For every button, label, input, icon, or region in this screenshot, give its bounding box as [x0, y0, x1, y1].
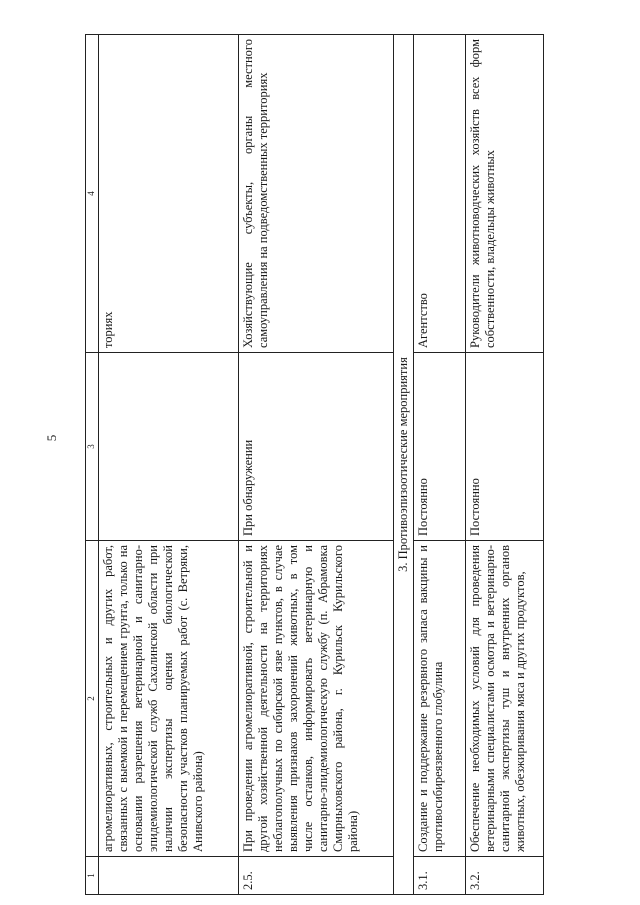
row-activity: Обеспечение необходимых условий для проведения ветеринарными специалистами осмотра и ветеринарно-санитарной экспертизы туш и внутренних органов животных, обезжиривания мяса и других продуктов, [466, 541, 544, 857]
row-responsible: Хозяйствующие субъекты, органы местного самоуправления на подведомственных территориях [239, 35, 394, 353]
page-number: 5 [44, 434, 59, 442]
header-col-4: 4 [86, 35, 99, 353]
header-col-2: 2 [86, 541, 99, 857]
row-number: 2.5. [239, 857, 394, 895]
row-number [99, 857, 239, 895]
row-activity: Создание и поддержание резервного запаса вакцины и противосибиреязвенного глобулина [414, 541, 466, 857]
section-header-row [394, 35, 414, 895]
landscape-page [85, 35, 575, 895]
row-activity: агромелиоративных, строительных и других работ, связанных с выемкой и перемещением грунта, только на основании разрешения ветеринарной и санитарно-эпидемиологической служб Сахалинской области при наличии экспертизы оценки биологической безопасности участков планируемых работ (с. Ветряки, Анивского района) [99, 541, 239, 857]
row-responsible: Руководители животноводческих хозяйств всех форм собственности, владельцы животных [466, 35, 544, 353]
section-title: 3. Противоэпизоотические мероприятия [394, 35, 414, 895]
row-term [99, 353, 239, 541]
row-term: Постоянно [466, 353, 544, 541]
row-term: При обнаружении [239, 353, 394, 541]
header-col-3: 3 [86, 353, 99, 541]
row-responsible: Агентство [414, 35, 466, 353]
table-row [239, 35, 394, 895]
row-responsible: ториях [99, 35, 239, 353]
measures-table [85, 34, 544, 895]
table-header-row [86, 35, 99, 895]
rotated-table-container [85, 35, 527, 890]
row-number: 3.2. [466, 857, 544, 895]
row-activity: При проведении агромелиоративной, строительной и другой хозяйственной деятельности на территориях неблагополучных по сибирской язве пунктов, в случае выявления признаков захоронений животных, в том числе останков, информировать ветеринарную и санитарно-эпидемиологическую службу (п. Абрамовка Смирныховского района, г. Курильск Курильского района) [239, 541, 394, 857]
table-row [414, 35, 466, 895]
table-row [466, 35, 544, 895]
row-number: 3.1. [414, 857, 466, 895]
row-term: Постоянно [414, 353, 466, 541]
table-row [99, 35, 239, 895]
header-col-1: 1 [86, 857, 99, 895]
